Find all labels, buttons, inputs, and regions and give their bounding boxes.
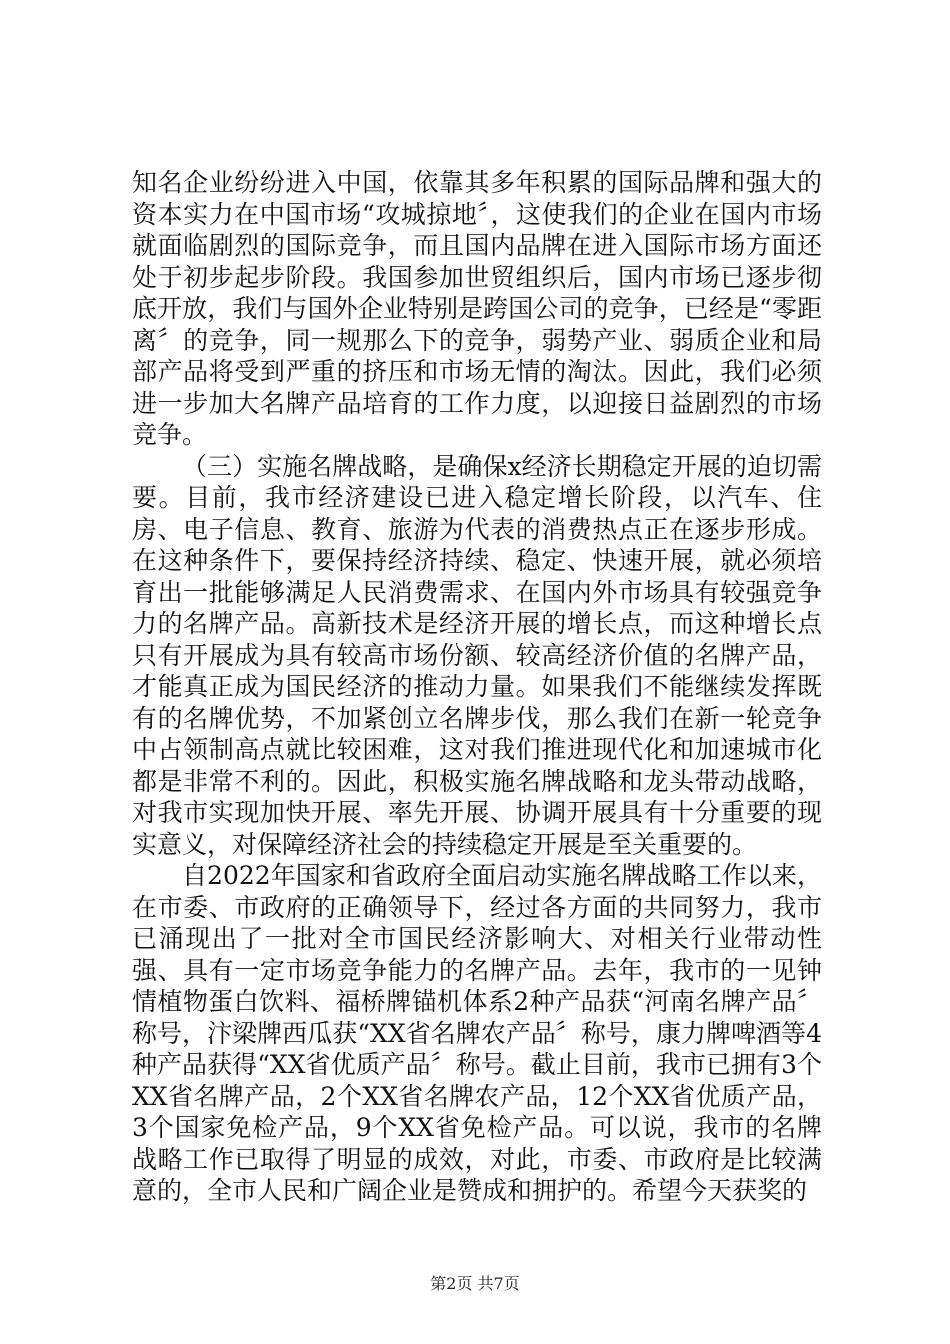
paragraph-2: （三）实施名牌战略，是确保x经济长期稳定开展的迫切需要。目前，我市经济建设已进入稳定增长阶段，以汽车、住房、电子信息、教育、旅游为代表的消费热点正在逐步形成。在这种条件下，要保持经济持续、稳定、快速开展，就必须培育出一批能够满足人民消费需求、在国内外市场具有较强竞争力的名牌产品。高新技术是经济开展的增长点，而这种增长点只有开展成为具有较高市场份额、较高经济价值的名牌产品，才能真正成为国民经济的推动力量。如果我们不能继续发挥既有的名牌优势，不加紧创立名牌步伐，那么我们在新一轮竞争中占领制高点就比较困难，这对我们推进现代化和加速城市化都是非常不利的。因此，积极实施名牌战略和龙头带动战略，对我市实现加快开展、率先开展、协调开展具有十分重要的现实意义，对保障经济社会的持续稳定开展是至关重要的。 [132, 451, 822, 859]
document-body [132, 167, 822, 1207]
page-number-footer: 第2页 共7页 [430, 1274, 520, 1293]
paragraph-1: 知名企业纷纷进入中国，依靠其多年积累的国际品牌和强大的资本实力在中国市场“攻城掠地〞，这使我们的企业在国内市场就面临剧烈的国际竞争，而且国内品牌在进入国际市场方面还处于初步起步阶段。我国参加世贸组织后，国内市场已逐步彻底开放，我们与国外企业特别是跨国公司的竞争，已经是“零距离〞的竞争，同一规那么下的竞争，弱势产业、弱质企业和局部产品将受到严重的挤压和市场无情的淘汰。因此，我们必须进一步加大名牌产品培育的工作力度，以迎接日益剧烈的市场竞争。 [132, 168, 822, 449]
paragraph-3: 自2022年国家和省政府全面启动实施名牌战略工作以来，在市委、市政府的正确领导下，经过各方面的共同努力，我市已涌现出了一批对全市国民经济影响大、对相关行业带动性强、具有一定市场竞争能力的名牌产品。去年，我市的一见钟情植物蛋白饮料、福桥牌锚机体系2种产品获“河南名牌产品〞称号，汴梁牌西瓜获“XX省名牌农产品〞称号，康力牌啤酒等4种产品获得“XX省优质产品〞称号。截止目前，我市已拥有3个XX省名牌产品，2个XX省名牌农产品，12个XX省优质产品，3个国家免检产品，9个XX省免检产品。可以说，我市的名牌战略工作已取得了明显的成效，对此，市委、市政府是比较满意的，全市人民和广阔企业是赞成和拥护的。希望今天获奖的 [132, 861, 822, 1205]
